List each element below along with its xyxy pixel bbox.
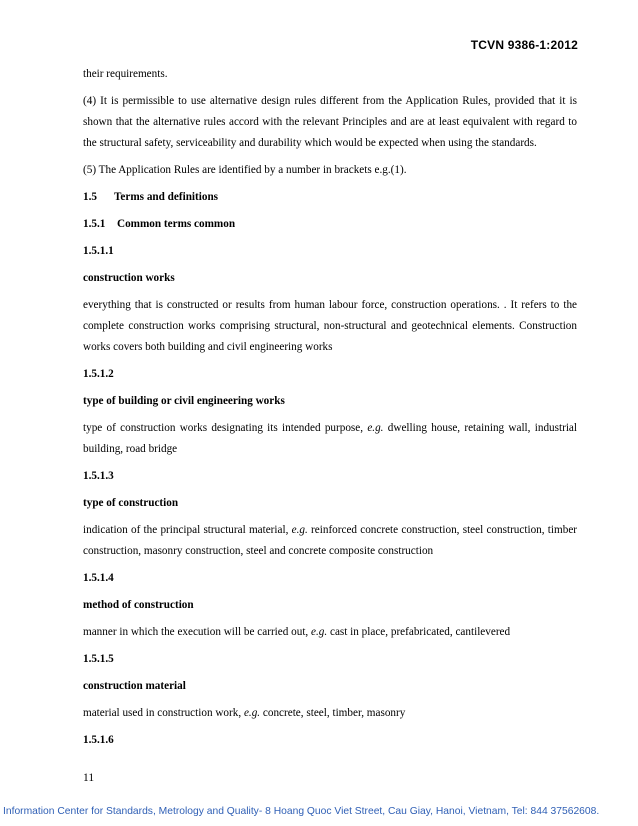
section-heading-1-5-1 (83, 214, 577, 235)
page-number: 11 (83, 772, 95, 784)
publisher-footer: Information Center for Standards, Metrology and Quality- 8 Hoang Quoc Viet Street, Cau Giay, Hanoi, Vietnam, Tel: 844 37562608. (3, 806, 600, 817)
term-number: 1.5.1.2 (83, 368, 114, 380)
section-title: Terms and definitions (114, 191, 219, 203)
term-number: 1.5.1.3 (83, 470, 114, 482)
section-heading-1-5 (83, 187, 577, 208)
term-definition: everything that is constructed or results from human labour force, construction operations. . It refers to the complete construction works comprising structural, non-structural and geotechnical elements. Construction works covers both building and civil engineering works (83, 299, 577, 353)
eg-abbrev: e.g. (243, 707, 261, 719)
term-definition (83, 520, 577, 562)
section-number: 1.5 (83, 191, 97, 203)
definition-text: manner in which the execution will be carried out, (83, 626, 309, 638)
term-definition (83, 418, 577, 460)
section-number: 1.5.1 (83, 218, 106, 230)
term-number: 1.5.1.6 (83, 734, 114, 746)
term-number: 1.5.1.1 (83, 245, 114, 257)
term-title: construction material (83, 680, 186, 692)
eg-abbrev: e.g. (367, 422, 384, 434)
document-id-header: TCVN 9386-1:2012 (470, 38, 578, 52)
term-definition (83, 622, 577, 643)
definition-examples: dwelling house, retaining wall, industrial building, road bridge (83, 422, 577, 455)
term-title: type of construction (83, 497, 179, 509)
term-title: construction works (83, 272, 175, 284)
term-title: method of construction (83, 599, 194, 611)
paragraph-alternative-rules: (4) It is permissible to use alternative design rules different from the Application Rules, provided that it is shown that the alternative rules accord with the relevant Principles and are at least equivalent with regard to the structural safety, serviceability and durability which would be expected when using the standards. (83, 95, 577, 149)
section-title: Common terms common (117, 218, 236, 230)
eg-abbrev: e.g. (291, 524, 308, 536)
term-title: type of building or civil engineering works (83, 395, 285, 407)
term-number: 1.5.1.5 (83, 653, 114, 665)
definition-text: type of construction works designating its intended purpose, (83, 422, 364, 434)
definition-text: material used in construction work, (83, 707, 242, 719)
definition-text: indication of the principal structural material, (83, 524, 289, 536)
definition-examples: concrete, steel, timber, masonry (262, 707, 406, 719)
definition-examples: reinforced concrete construction, steel construction, timber construction, masonry construction, steel and concrete composite construction (83, 524, 578, 557)
paragraph-application-rules: (5) The Application Rules are identified by a number in brackets e.g.(1). (83, 164, 407, 176)
term-number: 1.5.1.4 (83, 572, 114, 584)
term-definition (83, 703, 577, 724)
definition-examples: cast in place, prefabricated, cantilevered (329, 626, 511, 638)
paragraph-continuation: their requirements. (83, 68, 168, 80)
page-content (83, 64, 577, 757)
eg-abbrev: e.g. (311, 626, 328, 638)
